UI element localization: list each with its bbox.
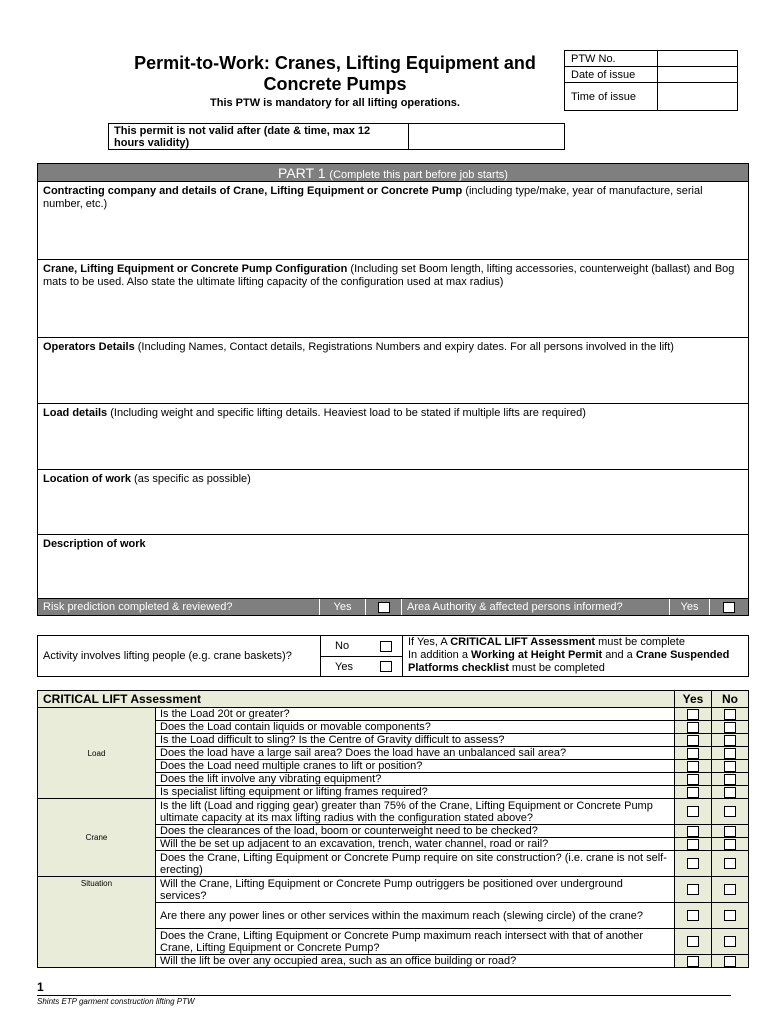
yes-cell [675, 721, 712, 734]
yes-cell [675, 708, 712, 721]
question-text: Will the be set up adjacent to an excavation, trench, water channel, road or rail? [156, 838, 675, 851]
yes-checkbox[interactable] [687, 806, 699, 817]
operators-details-field[interactable] [38, 338, 748, 404]
yes-cell [675, 851, 712, 877]
no-cell [712, 721, 749, 734]
part1-section [37, 163, 749, 616]
field-note: (including type/make, year of manufacture, serial number, etc.) [43, 185, 703, 210]
yes-checkbox[interactable] [687, 787, 699, 798]
time-of-issue-field[interactable] [658, 83, 738, 111]
question-text: Will the lift be over any occupied area, such as an office building or road? [156, 955, 675, 968]
question-text: Does the Crane, Lifting Equipment or Concrete Pump maximum reach intersect with that of another Crane, Lifting Equipment or Concrete Pump? [156, 929, 675, 955]
yes-cell [675, 760, 712, 773]
no-checkbox[interactable] [724, 722, 736, 733]
yes-checkbox[interactable] [687, 910, 699, 921]
page-subtitle: This PTW is mandatory for all lifting operations. [210, 97, 460, 109]
ptw-no-label: PTW No. [565, 51, 658, 67]
part1-heading [38, 164, 748, 182]
yes-cell [675, 799, 712, 825]
question-text: Does the lift involve any vibrating equipment? [156, 773, 675, 786]
yes-cell [675, 955, 712, 968]
yes-cell [675, 838, 712, 851]
activity-no-label: No [335, 640, 350, 652]
yes-cell [675, 825, 712, 838]
activity-no-checkbox[interactable] [380, 641, 392, 652]
no-checkbox[interactable] [724, 761, 736, 772]
load-details-field[interactable] [38, 404, 748, 470]
configuration-field[interactable] [38, 260, 748, 338]
no-checkbox[interactable] [724, 910, 736, 921]
no-cell [712, 825, 749, 838]
field-label: Operators Details [43, 341, 135, 353]
no-checkbox[interactable] [724, 787, 736, 798]
location-of-work-field[interactable] [38, 470, 748, 535]
yes-checkbox[interactable] [687, 722, 699, 733]
activity-options [321, 636, 403, 676]
no-checkbox[interactable] [724, 806, 736, 817]
field-label: Contracting company and details of Crane, Lifting Equipment or Concrete Pump [43, 185, 463, 197]
yes-checkbox[interactable] [687, 774, 699, 785]
field-label: Load details [43, 407, 108, 419]
page-number: 1 [37, 980, 44, 994]
risk-label: Risk prediction completed & reviewed? [38, 599, 320, 615]
part1-title: PART 1 [278, 165, 326, 181]
no-cell [712, 903, 749, 929]
yes-checkbox[interactable] [687, 761, 699, 772]
yes-column-header: Yes [675, 691, 712, 708]
page-title: Permit-to-Work: Cranes, Lifting Equipment and Concrete Pumps [134, 53, 536, 94]
group-label: Load [38, 708, 156, 799]
critical-row [38, 799, 749, 825]
authority-yes-checkbox[interactable] [723, 602, 735, 613]
question-text: Is the lift (Load and rigging gear) greater than 75% of the Crane, Lifting Equipment or Concrete Pump ultimate capacity at its max lifting radius with the configuration stated above? [156, 799, 675, 825]
no-cell [712, 760, 749, 773]
no-cell [712, 955, 749, 968]
yes-cell [675, 734, 712, 747]
critical-lift-heading: CRITICAL LIFT Assessment [38, 691, 675, 708]
no-cell [712, 708, 749, 721]
field-note: (Including Names, Contact details, Registrations Numbers and expiry dates. For all persons involved in the lift) [134, 341, 674, 353]
yes-cell [675, 929, 712, 955]
question-text: Is the Load 20t or greater? [156, 708, 675, 721]
footer-divider [37, 995, 731, 996]
yes-cell [675, 877, 712, 903]
activity-yes-label: Yes [335, 660, 353, 673]
no-checkbox[interactable] [724, 884, 736, 895]
no-checkbox[interactable] [724, 839, 736, 850]
group-label: Situation [38, 877, 156, 968]
no-checkbox[interactable] [724, 858, 736, 869]
no-checkbox[interactable] [724, 774, 736, 785]
no-checkbox[interactable] [724, 735, 736, 746]
yes-checkbox[interactable] [687, 858, 699, 869]
no-column-header: No [712, 691, 749, 708]
note-text: must be complete [595, 636, 685, 648]
footer-doc-name: Shints ETP garment construction lifting PTW [37, 997, 195, 1006]
yes-cell [675, 747, 712, 760]
note-bold: Crane Suspended Platforms checklist [408, 649, 730, 674]
date-of-issue-label: Date of issue [565, 67, 658, 83]
time-of-issue-label: Time of issue [565, 83, 658, 111]
yes-checkbox[interactable] [687, 884, 699, 895]
yes-cell [675, 773, 712, 786]
note-bold: Working at Height Permit [471, 649, 603, 661]
yes-checkbox[interactable] [687, 748, 699, 759]
date-of-issue-field[interactable] [658, 67, 738, 83]
activity-lifting-people [37, 635, 749, 677]
question-text: Does the Load need multiple cranes to lift or position? [156, 760, 675, 773]
question-text: Does the clearances of the load, boom or counterweight need to be checked? [156, 825, 675, 838]
question-text: Does the Crane, Lifting Equipment or Concrete Pump require on site construction? (i.e. crane is not self-erecting) [156, 851, 675, 877]
question-text: Does the Load contain liquids or movable components? [156, 721, 675, 734]
field-note: (Including weight and specific lifting details. Heaviest load to be stated if multiple lifts are required) [107, 407, 586, 419]
critical-row [38, 877, 749, 903]
yes-checkbox[interactable] [687, 956, 699, 967]
note-bold: CRITICAL LIFT Assessment [450, 636, 596, 648]
authority-label: Area Authority & affected persons informed? [402, 599, 670, 615]
yes-cell [675, 903, 712, 929]
yes-checkbox[interactable] [687, 839, 699, 850]
no-checkbox[interactable] [724, 709, 736, 720]
question-text: Does the load have a large sail area? Does the load have an unbalanced sail area? [156, 747, 675, 760]
description-of-work-field[interactable] [38, 535, 748, 599]
no-cell [712, 734, 749, 747]
risk-yes-label: Yes [320, 599, 366, 615]
validity-label: This permit is not valid after (date & time, max 12 hours validity) [109, 124, 409, 149]
no-cell [712, 773, 749, 786]
note-text: and a [602, 649, 636, 661]
field-label: Crane, Lifting Equipment or Concrete Pump Configuration [43, 263, 348, 275]
yes-checkbox[interactable] [687, 735, 699, 746]
yes-checkbox[interactable] [687, 709, 699, 720]
critical-lift-body [38, 708, 749, 968]
question-text: Is specialist lifting equipment or lifting frames required? [156, 786, 675, 799]
field-note: (as specific as possible) [131, 473, 251, 485]
risk-yes-checkbox[interactable] [378, 602, 390, 613]
risk-authority-row [38, 599, 748, 615]
no-cell [712, 747, 749, 760]
no-cell [712, 799, 749, 825]
no-cell [712, 786, 749, 799]
group-label: Crane [38, 799, 156, 877]
validity-field[interactable] [409, 124, 564, 149]
activity-label: Activity involves lifting people (e.g. crane baskets)? [38, 636, 321, 676]
question-text: Will the Crane, Lifting Equipment or Concrete Pump outriggers be positioned over underground services? [156, 877, 675, 903]
no-checkbox[interactable] [724, 936, 736, 947]
question-text: Is the Load difficult to sling? Is the Centre of Gravity difficult to assess? [156, 734, 675, 747]
note-text: In addition a [408, 649, 471, 661]
critical-lift-table [37, 690, 749, 968]
yes-cell [675, 786, 712, 799]
note-text: If Yes, A [408, 636, 451, 648]
yes-checkbox[interactable] [687, 936, 699, 947]
contractor-details-field[interactable] [38, 182, 748, 260]
field-label: Location of work [43, 473, 131, 485]
no-checkbox[interactable] [724, 826, 736, 837]
authority-yes-label: Yes [670, 599, 710, 615]
no-checkbox[interactable] [724, 748, 736, 759]
question-text: Are there any power lines or other services within the maximum reach (slewing circle) of the crane? [156, 903, 675, 929]
no-cell [712, 877, 749, 903]
no-cell [712, 838, 749, 851]
note-text: must be completed [508, 662, 605, 674]
activity-yes-checkbox[interactable] [380, 661, 392, 672]
field-note: (Including set Boom length, lifting accessories, counterweight (ballast) and Bog mats to be used. Also state the ultimate lifting capacity of the configuration used at max radius) [43, 263, 735, 288]
no-cell [712, 851, 749, 877]
no-checkbox[interactable] [724, 956, 736, 967]
critical-row [38, 708, 749, 721]
validity-box [108, 123, 565, 150]
yes-checkbox[interactable] [687, 826, 699, 837]
part1-note: (Complete this part before job starts) [329, 169, 508, 181]
activity-note [403, 636, 748, 676]
ptw-info-box [564, 50, 738, 111]
no-cell [712, 929, 749, 955]
ptw-no-field[interactable] [658, 51, 738, 67]
field-label: Description of work [43, 538, 146, 550]
